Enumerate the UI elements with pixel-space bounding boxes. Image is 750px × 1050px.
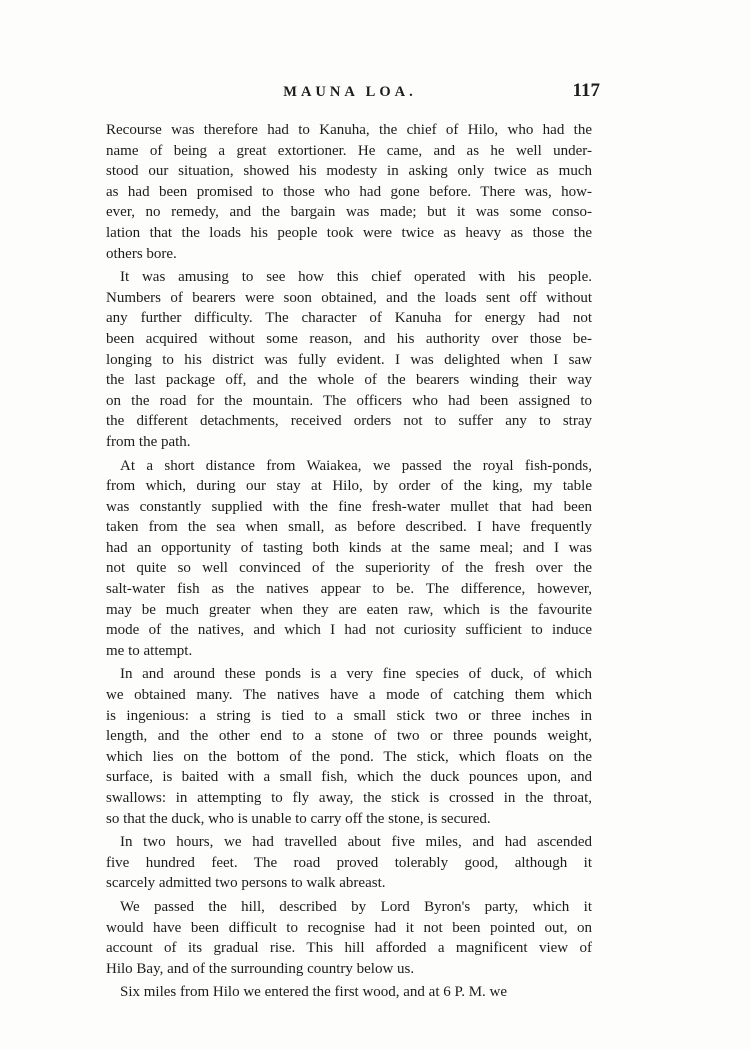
text-line: the different detachments, received orders not to suffer any to stray	[106, 413, 592, 430]
text-line: Six miles from Hilo we entered the first wood, and at 6 P. M. we	[120, 984, 508, 1001]
text-line: scarcely admitted two persons to walk abreast.	[106, 875, 386, 892]
text-line: was constantly supplied with the fine fresh-water mullet that had been	[106, 498, 592, 515]
text-line: we obtained many. The natives have a mode of catching them which	[106, 687, 592, 704]
text-line: may be much greater when they are eaten raw, which is the favourite	[106, 601, 592, 618]
text-line: In two hours, we had travelled about five miles, and had ascended	[120, 834, 592, 851]
text-line: At a short distance from Waiakea, we passed the royal fish-ponds,	[120, 457, 592, 474]
text-line: Hilo Bay, and of the surrounding country below us.	[106, 960, 415, 977]
text-line: as had been promised to those who had gone before. There was, how-	[106, 183, 592, 200]
text-line: surface, is baited with a small fish, which the duck pounces upon, and	[106, 769, 592, 786]
text-line: length, and the other end to a stone of two or three pounds weight,	[106, 728, 592, 745]
text-line: salt-water fish as the natives appear to be. The difference, however,	[106, 581, 592, 598]
text-line: five hundred feet. The road proved tolerably good, although it	[106, 854, 592, 871]
text-line: me to attempt.	[106, 642, 193, 659]
text-line: taken from the sea when small, as before described. I have frequently	[106, 519, 592, 536]
text-line: from the path.	[106, 433, 191, 450]
text-line: In and around these ponds is a very fine species of duck, of which	[120, 666, 592, 683]
text-line: ever, no remedy, and the bargain was made; but it was some conso-	[106, 204, 592, 221]
paragraph	[106, 120, 592, 264]
text-line: lation that the loads his people took were twice as heavy as those the	[106, 224, 592, 241]
text-line: so that the duck, who is unable to carry off the stone, is secured.	[106, 810, 491, 827]
running-head	[100, 80, 600, 108]
running-title: MAUNA LOA.	[283, 84, 417, 100]
text-line: swallows: in attempting to fly away, the stick is crossed in the throat,	[106, 790, 592, 806]
text-line: been acquired without some reason, and his authority over those be-	[106, 330, 592, 347]
text-line: mode of the natives, and which I had not curiosity sufficient to induce	[106, 622, 592, 639]
text-line: would have been difficult to recognise had it not been pointed out, on	[106, 919, 592, 936]
text-line: stood our situation, showed his modesty in asking only twice as much	[106, 163, 592, 180]
text-line: any further difficulty. The character of Kanuha for energy had not	[106, 310, 592, 327]
text-line: from which, during our stay at Hilo, by order of the king, my table	[106, 478, 592, 495]
page-number: 117	[572, 80, 600, 101]
paragraph	[106, 897, 592, 979]
text-line: others bore.	[106, 245, 177, 262]
text-line: It was amusing to see how this chief operated with his people.	[120, 269, 592, 286]
text-line: on the road for the mountain. The officers who had been assigned to	[106, 392, 592, 409]
paragraph	[106, 267, 592, 452]
text-line: the last package off, and the whole of the bearers winding their way	[106, 372, 592, 389]
text-line: had an opportunity of tasting both kinds at the same meal; and I was	[106, 539, 592, 556]
text-line: which lies on the bottom of the pond. The stick, which floats on the	[106, 748, 592, 765]
text-line: account of its gradual rise. This hill afforded a magnificent view of	[106, 940, 592, 957]
paragraph	[106, 832, 592, 894]
body-text	[106, 120, 592, 1003]
text-line: longing to his district was fully evident. I was delighted when I saw	[106, 351, 592, 368]
text-line: not quite so well convinced of the superiority of the fresh over the	[106, 560, 592, 577]
paragraph	[106, 456, 592, 662]
text-line: Recourse was therefore had to Kanuha, the chief of Hilo, who had the	[106, 122, 592, 138]
paragraph	[106, 982, 592, 1003]
text-line: name of being a great extortioner. He came, and as he well under-	[106, 142, 592, 159]
paragraph	[106, 664, 592, 829]
text-line: Numbers of bearers were soon obtained, and the loads sent off without	[106, 289, 592, 306]
text-line: is ingenious: a string is tied to a small stick two or three inches in	[106, 707, 592, 724]
text-line: We passed the hill, described by Lord Byron's party, which it	[120, 898, 592, 915]
